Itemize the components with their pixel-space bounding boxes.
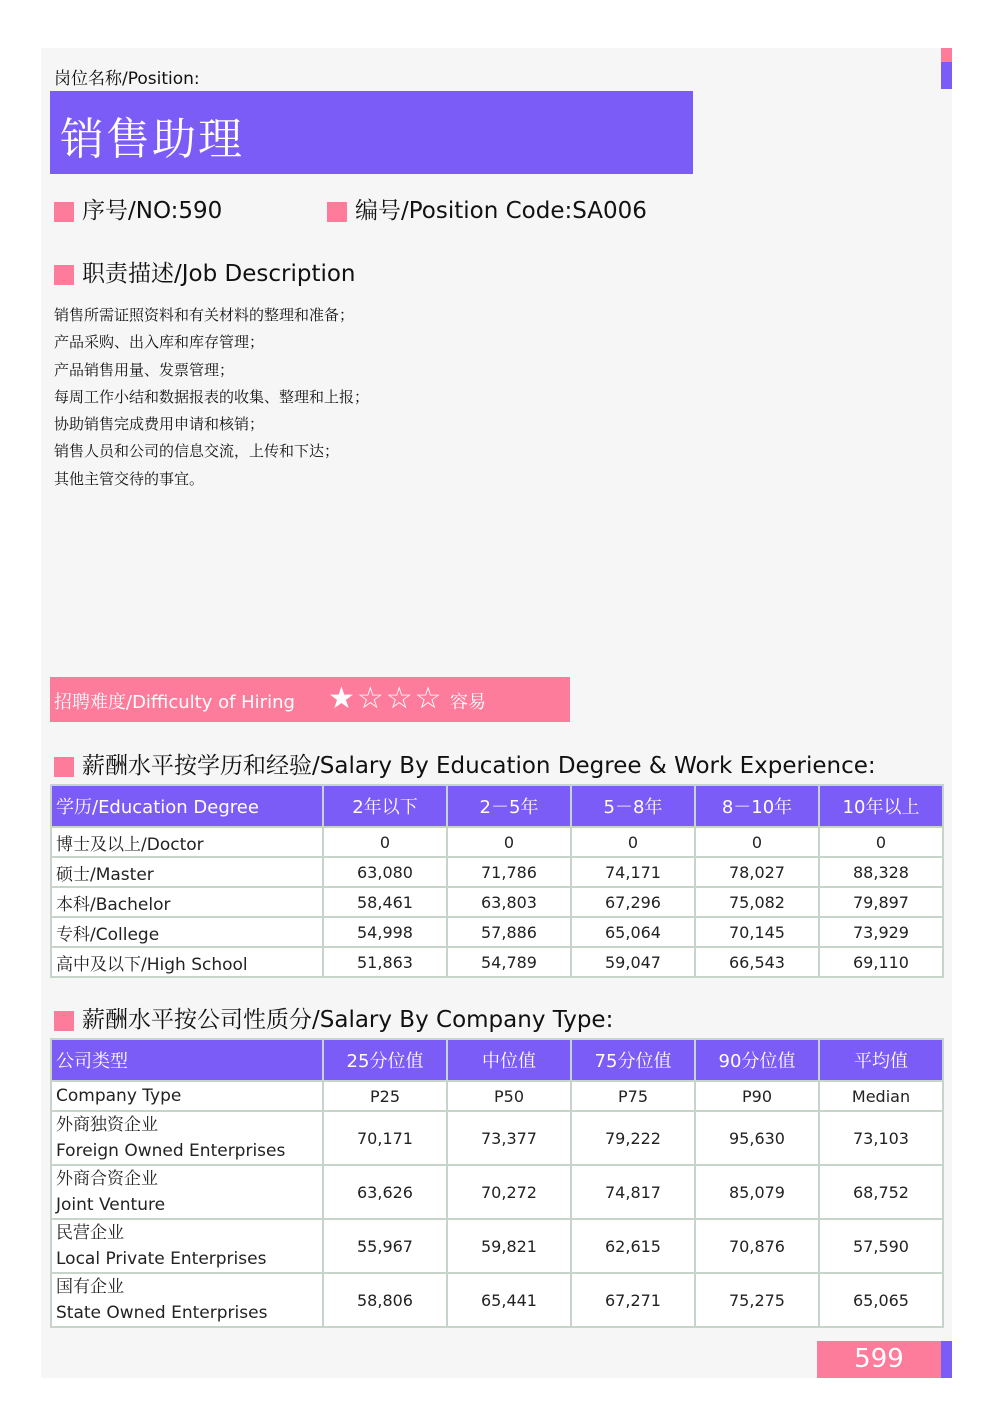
table-cell: 88,328: [819, 857, 943, 887]
table-row: [51, 917, 943, 947]
education-salary-heading: [54, 747, 876, 780]
company-type-cn: 民营企业: [56, 1223, 124, 1243]
company-type-cn: 外商合资企业: [56, 1169, 158, 1189]
table-cell: 65,441: [447, 1273, 571, 1327]
row-label: [51, 1219, 323, 1273]
page-number-box: [817, 1341, 941, 1378]
table-cell: 58,461: [323, 887, 447, 917]
company-type-en: Foreign Owned Enterprises: [56, 1141, 286, 1161]
table-cell: 54,998: [323, 917, 447, 947]
table-cell: 63,626: [323, 1165, 447, 1219]
table-cell: 0: [323, 827, 447, 857]
column-header: 5－8年: [571, 785, 695, 827]
column-header: 2－5年: [447, 785, 571, 827]
hiring-difficulty-bar: [50, 677, 570, 722]
table-cell: 75,275: [695, 1273, 819, 1327]
company-type-en: State Owned Enterprises: [56, 1303, 268, 1323]
table-cell: 85,079: [695, 1165, 819, 1219]
table-cell: 59,821: [447, 1219, 571, 1273]
row-label: 本科/Bachelor: [51, 887, 323, 917]
table-cell: 70,272: [447, 1165, 571, 1219]
page-number-accent: [941, 1341, 952, 1378]
education-salary-table: [50, 784, 944, 978]
table-row: [51, 827, 943, 857]
table-cell: 79,897: [819, 887, 943, 917]
position-code: [327, 192, 647, 225]
table-row: [51, 1219, 943, 1273]
table-cell: 66,543: [695, 947, 819, 977]
column-header: 学历/Education Degree: [51, 785, 323, 827]
table-cell: 95,630: [695, 1111, 819, 1165]
square-bullet-icon: [54, 757, 74, 777]
column-header: 25分位值: [323, 1039, 447, 1081]
table-cell: 71,786: [447, 857, 571, 887]
table-row: [51, 857, 943, 887]
table-cell: 65,065: [819, 1273, 943, 1327]
company-type-cn: 外商独资企业: [56, 1115, 158, 1135]
table-cell: 54,789: [447, 947, 571, 977]
difficulty-label: 招聘难度/Difficulty of Hiring: [54, 692, 295, 713]
square-bullet-icon: [54, 1011, 74, 1031]
table-cell: 58,806: [323, 1273, 447, 1327]
company-salary-heading: [54, 1001, 613, 1034]
column-header: 中位值: [447, 1039, 571, 1081]
table-row: [51, 947, 943, 977]
table-cell: 65,064: [571, 917, 695, 947]
table-row: [51, 887, 943, 917]
table-cell: 74,171: [571, 857, 695, 887]
row-label: [51, 1111, 323, 1165]
job-description-list: [54, 302, 369, 493]
table-row: [51, 1273, 943, 1327]
corner-accent-pink: [941, 48, 952, 62]
table-cell: 73,929: [819, 917, 943, 947]
row-label: Company Type: [51, 1081, 323, 1111]
list-item: 销售人员和公司的信息交流，上传和下达；: [54, 442, 340, 461]
table-cell: 68,752: [819, 1165, 943, 1219]
column-header: 10年以上: [819, 785, 943, 827]
table-cell: 62,615: [571, 1219, 695, 1273]
square-bullet-icon: [54, 265, 74, 285]
table-cell: 63,803: [447, 887, 571, 917]
table-cell: 78,027: [695, 857, 819, 887]
table-cell: 51,863: [323, 947, 447, 977]
column-header: 平均值: [819, 1039, 943, 1081]
list-item: 其他主管交待的事宜。: [54, 469, 205, 488]
column-header: 8－10年: [695, 785, 819, 827]
list-item: 产品采购、出入库和库存管理；: [54, 333, 265, 352]
row-label: [51, 1273, 323, 1327]
table-cell: 74,817: [571, 1165, 695, 1219]
page-title: 销售助理: [60, 114, 244, 165]
table-cell: 55,967: [323, 1219, 447, 1273]
table-cell: 70,876: [695, 1219, 819, 1273]
table-cell: P75: [571, 1081, 695, 1111]
table-cell: P25: [323, 1081, 447, 1111]
list-item: 每周工作小结和数据报表的收集、整理和上报；: [54, 387, 370, 406]
page-number: 599: [854, 1344, 904, 1374]
company-type-en: Local Private Enterprises: [56, 1249, 267, 1269]
difficulty-text: 容易: [450, 692, 486, 713]
job-heading-text: 职责描述/Job Description: [82, 261, 356, 287]
company-salary-table: [50, 1038, 944, 1328]
row-label: 硕士/Master: [51, 857, 323, 887]
table-cell: 0: [819, 827, 943, 857]
row-label: 专科/College: [51, 917, 323, 947]
table-cell: 73,103: [819, 1111, 943, 1165]
star-rating-icon: ★☆☆☆: [328, 681, 444, 716]
table-cell: 75,082: [695, 887, 819, 917]
square-bullet-icon: [54, 202, 74, 222]
table-cell: 79,222: [571, 1111, 695, 1165]
table-row: [51, 1111, 943, 1165]
table-cell: 59,047: [571, 947, 695, 977]
education-heading-text: 薪酬水平按学历和经验/Salary By Education Degree & Work Experience:: [82, 753, 876, 779]
table-header-row: [51, 1039, 943, 1081]
corner-accent-purple: [941, 62, 952, 89]
position-code-text: 编号/Position Code:SA006: [355, 198, 647, 224]
column-header: 2年以下: [323, 785, 447, 827]
table-cell: 0: [447, 827, 571, 857]
title-banner: [50, 91, 693, 174]
table-cell: 63,080: [323, 857, 447, 887]
table-row: [51, 1165, 943, 1219]
row-label: [51, 1165, 323, 1219]
position-label: 岗位名称/Position:: [54, 69, 200, 89]
column-header: 75分位值: [571, 1039, 695, 1081]
table-subheader-row: [51, 1081, 943, 1111]
job-description-heading: [54, 255, 356, 288]
serial-text: 序号/NO:590: [82, 198, 223, 224]
table-cell: 69,110: [819, 947, 943, 977]
serial-number: [54, 192, 222, 225]
company-heading-text: 薪酬水平按公司性质分/Salary By Company Type:: [82, 1007, 614, 1033]
table-cell: 67,271: [571, 1273, 695, 1327]
company-type-cn: 国有企业: [56, 1277, 124, 1297]
table-cell: 57,886: [447, 917, 571, 947]
list-item: 产品销售用量、发票管理；: [54, 360, 235, 379]
table-cell: 73,377: [447, 1111, 571, 1165]
table-cell: Median: [819, 1081, 943, 1111]
column-header: 90分位值: [695, 1039, 819, 1081]
table-cell: 57,590: [819, 1219, 943, 1273]
table-cell: P50: [447, 1081, 571, 1111]
table-cell: 70,171: [323, 1111, 447, 1165]
list-item: 协助销售完成费用申请和核销；: [54, 415, 265, 434]
list-item: 销售所需证照资料和有关材料的整理和准备；: [54, 306, 355, 324]
table-cell: 0: [695, 827, 819, 857]
row-label: 博士及以上/Doctor: [51, 827, 323, 857]
company-type-en: Joint Venture: [56, 1195, 166, 1215]
table-header-row: [51, 785, 943, 827]
table-cell: 70,145: [695, 917, 819, 947]
table-cell: 0: [571, 827, 695, 857]
column-header: 公司类型: [51, 1039, 323, 1081]
table-cell: P90: [695, 1081, 819, 1111]
row-label: 高中及以下/High School: [51, 947, 323, 977]
table-cell: 67,296: [571, 887, 695, 917]
square-bullet-icon: [327, 202, 347, 222]
